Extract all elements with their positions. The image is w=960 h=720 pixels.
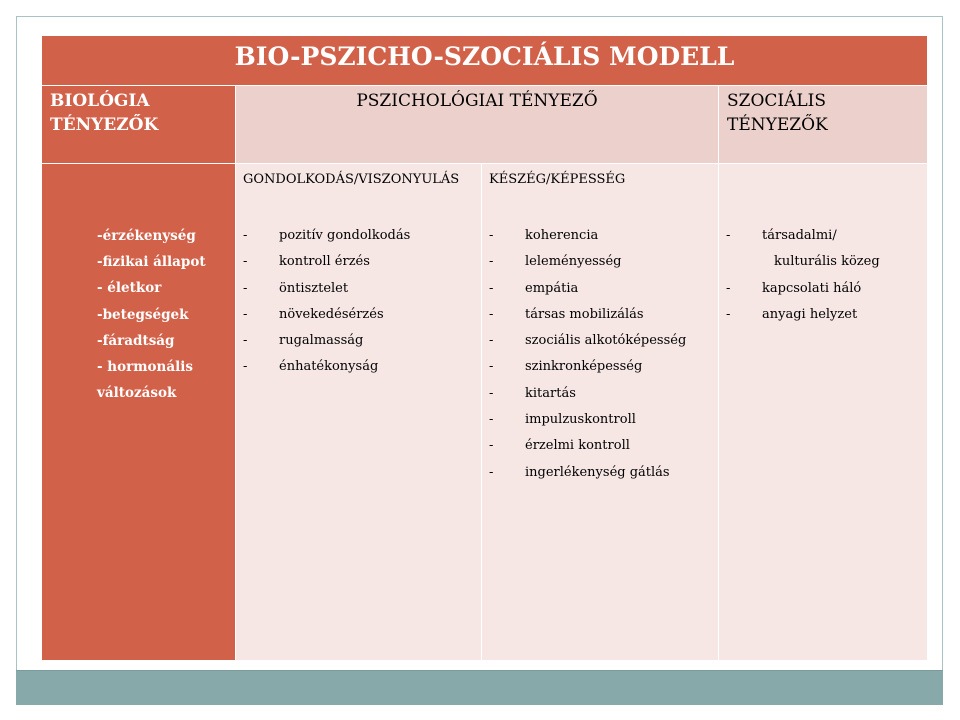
list-item — [489, 381, 686, 407]
list-item-text: rugalmasság — [279, 333, 364, 349]
list-item — [489, 276, 686, 302]
footer-bar — [16, 670, 943, 705]
model-table-wrap — [41, 35, 927, 661]
list-item: - életkor — [97, 280, 162, 297]
list-item-text: leleményesség — [525, 254, 622, 270]
dash-marker: - — [489, 464, 494, 480]
list-item-text: szociális alkotóképesség — [525, 333, 687, 349]
list-item-text: koherencia — [525, 228, 599, 243]
dash-marker: - — [489, 280, 494, 296]
list-item-text: anyagi helyzet — [762, 306, 858, 322]
dash-marker: - — [726, 306, 731, 322]
list-item: -betegségek — [97, 306, 189, 323]
list-item — [489, 354, 686, 380]
list-item-text: kontroll érzés — [279, 254, 370, 270]
list-item: -érzékenység — [97, 228, 196, 244]
list-item — [243, 302, 410, 328]
dash-marker: - — [489, 333, 494, 349]
dash-marker: - — [726, 280, 731, 296]
social-list — [726, 223, 880, 328]
social-cell — [719, 164, 928, 661]
list-item — [726, 276, 880, 302]
list-item — [489, 433, 686, 459]
list-item — [726, 223, 880, 249]
dash-marker: - — [243, 280, 248, 296]
list-item-text: kitartás — [525, 385, 576, 401]
thinking-cell — [236, 164, 482, 661]
list-item-text: énhatékonyság — [279, 359, 379, 375]
list-item: -fizikai állapot — [97, 254, 206, 271]
dash-marker: - — [489, 306, 494, 322]
thinking-heading: GONDOLKODÁS/VISZONYULÁS — [243, 172, 460, 187]
list-item-text: ingerlékenység gátlás — [525, 464, 670, 480]
list-item — [489, 460, 686, 486]
list-item-text: empátia — [525, 280, 579, 296]
list-item — [243, 249, 410, 275]
list-item — [243, 276, 410, 302]
skills-cell — [482, 164, 719, 661]
skills-heading: KÉSZÉG/KÉPESSÉG — [489, 172, 626, 187]
skills-list — [489, 223, 686, 486]
list-item — [243, 354, 410, 380]
thinking-list — [243, 223, 410, 381]
dash-marker: - — [243, 359, 248, 375]
header-biological-line2: TÉNYEZŐK — [50, 115, 159, 135]
list-item — [489, 223, 686, 249]
dash-marker: - — [243, 306, 248, 322]
list-item-continuation: kulturális közeg — [774, 254, 880, 270]
dash-marker: - — [489, 412, 494, 428]
list-item — [489, 407, 686, 433]
list-item — [243, 223, 410, 249]
dash-marker: - — [489, 359, 494, 375]
list-item — [489, 249, 686, 275]
biological-factors-cell — [42, 164, 236, 661]
header-psychological: PSZICHOLÓGIAI TÉNYEZŐ — [236, 86, 719, 164]
list-item-text: öntisztelet — [279, 280, 349, 296]
list-item-text: impulzuskontroll — [525, 412, 636, 428]
list-item-text: társadalmi/ — [762, 228, 837, 243]
dash-marker: - — [489, 228, 494, 243]
model-table — [41, 35, 928, 661]
dash-marker: - — [243, 228, 248, 243]
list-item-text: növekedésérzés — [279, 306, 384, 322]
dash-marker: - — [489, 385, 494, 401]
list-item — [489, 328, 686, 354]
list-item-text: szinkronképesség — [525, 359, 643, 375]
list-item-text: társas mobilizálás — [525, 306, 644, 322]
list-item: változások — [97, 385, 177, 402]
table-title: BIO-PSZICHO-SZOCIÁLIS MODELL — [42, 36, 928, 86]
header-biological — [42, 86, 236, 164]
biological-factors-list — [97, 223, 206, 406]
header-social-line1: SZOCIÁLIS — [727, 91, 827, 111]
list-item: - hormonális — [97, 359, 193, 376]
dash-marker: - — [489, 438, 494, 454]
header-social-line2: TÉNYEZŐK — [727, 115, 828, 135]
list-item-text: érzelmi kontroll — [525, 438, 630, 454]
header-biological-line1: BIOLÓGIA — [50, 91, 150, 111]
dash-marker: - — [726, 228, 731, 243]
list-item-text: kapcsolati háló — [762, 280, 862, 296]
list-item — [726, 302, 880, 328]
dash-marker: - — [243, 333, 248, 349]
list-item: -fáradtság — [97, 332, 175, 349]
header-social — [719, 86, 928, 164]
list-item-text: pozitív gondolkodás — [279, 228, 411, 243]
list-item — [243, 328, 410, 354]
list-item — [489, 302, 686, 328]
dash-marker: - — [489, 254, 494, 270]
dash-marker: - — [243, 254, 248, 270]
